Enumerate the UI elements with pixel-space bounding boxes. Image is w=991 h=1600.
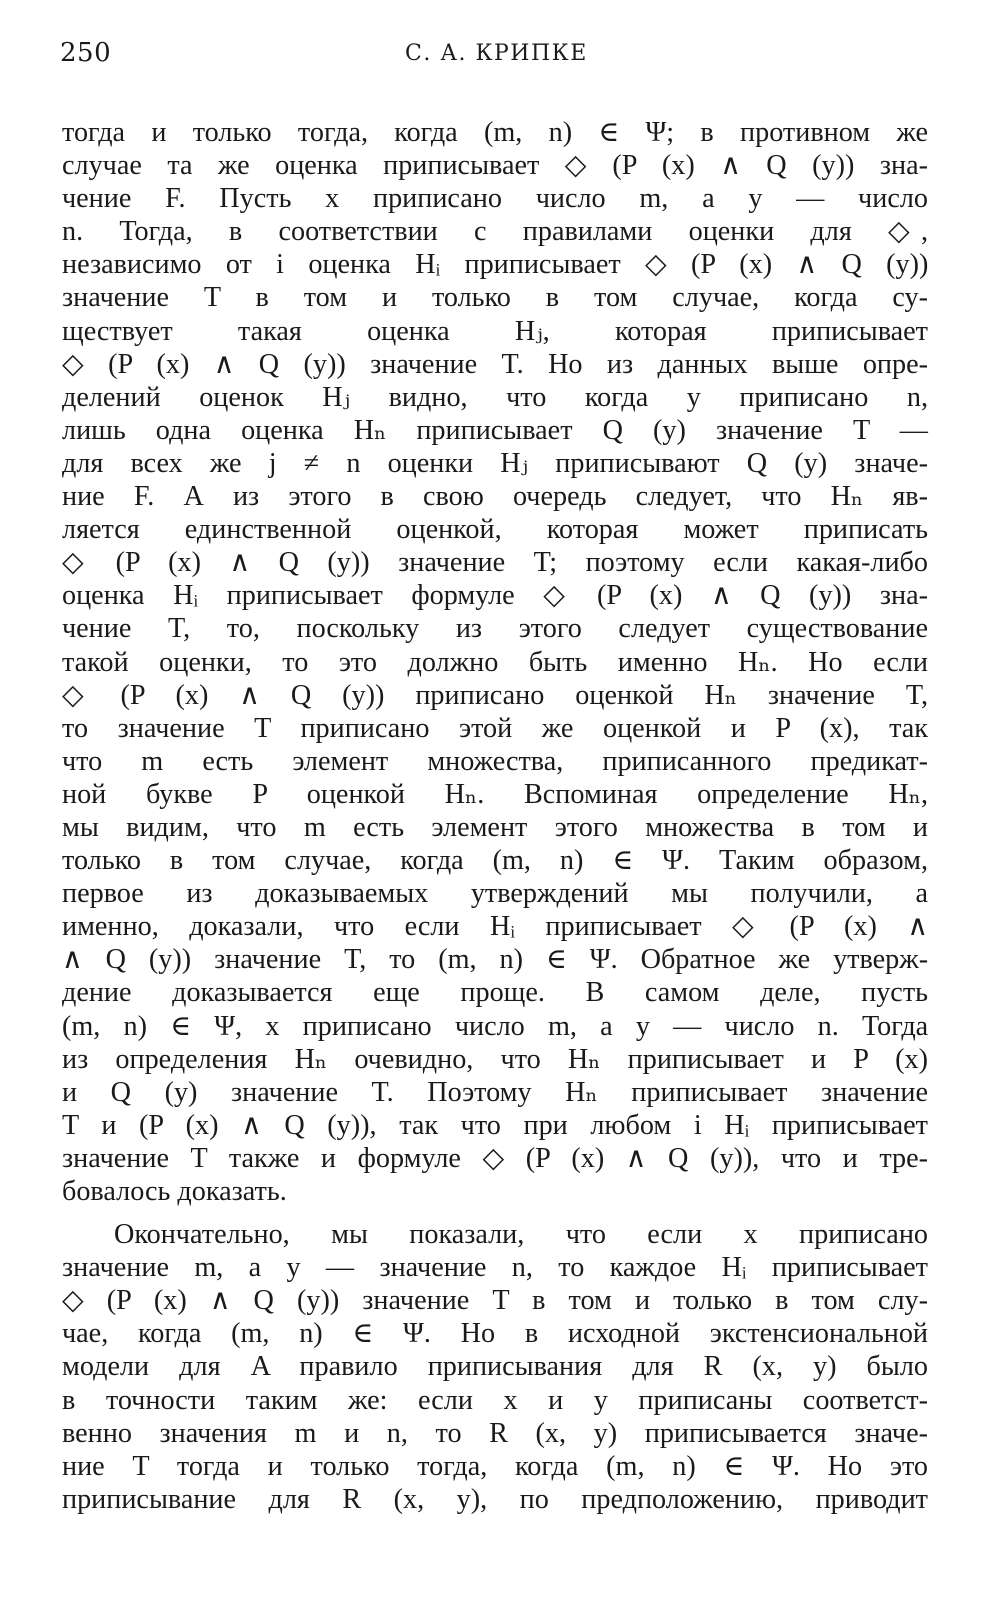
text-line: ◇ (P (x) ∧ Q (y)) приписано оценкой Hₙ значение T,: [62, 679, 928, 711]
text-line: ◇ (P (x) ∧ Q (y)) значение T; поэтому если какая-либо: [62, 547, 928, 579]
text-line: именно, доказали, что если Hᵢ приписывает ◇ (P (x) ∧: [62, 911, 928, 943]
text-line: ние F. А из этого в свою очередь следует, что Hₙ яв-: [62, 481, 928, 513]
text-line: для всех же j ≠ n оценки Hⱼ приписывают Q (y) значе-: [62, 447, 928, 479]
text-line: лишь одна оценка Hₙ приписывает Q (y) значение T —: [62, 414, 928, 446]
text-line: случае та же оценка приписывает ◇ (P (x) ∧ Q (y)) зна-: [62, 150, 928, 182]
page-number: 250: [60, 38, 112, 68]
text-line: приписывание для R (x, y), по предположению, приводит: [62, 1483, 928, 1515]
text-line: ляется единственной оценкой, которая может приписать: [62, 514, 928, 546]
text-line: Окончательно, мы показали, что если x приписано: [114, 1219, 928, 1251]
text-line: тогда и только тогда, когда (m, n) ∈ Ψ; в противном же: [62, 117, 928, 148]
text-line: только в том случае, когда (m, n) ∈ Ψ. Таким образом,: [62, 845, 928, 877]
body-text: [62, 116, 928, 1516]
text-line: ществует такая оценка Hⱼ, которая приписывает: [62, 315, 928, 347]
text-line: дение доказывается еще проще. В самом деле, пусть: [62, 977, 928, 1009]
running-title: С. А. КРИПКЕ: [405, 41, 588, 66]
text-line: из определения Hₙ очевидно, что Hₙ приписывает и P (x): [62, 1043, 928, 1075]
text-line: делений оценок Hⱼ видно, что когда y приписано n,: [62, 381, 928, 413]
text-line: в точности таким же: если x и y приписаны соответст-: [62, 1384, 928, 1416]
text-line: значение m, а y — значение n, то каждое Hᵢ приписывает: [62, 1252, 928, 1284]
text-line: мы видим, что m есть элемент этого множества в том и: [62, 811, 928, 843]
paragraph: [62, 116, 928, 1208]
text-line: (m, n) ∈ Ψ, x приписано число m, а y — число n. Тогда: [62, 1010, 929, 1042]
text-line: независимо от i оценка Hᵢ приписывает ◇ (P (x) ∧ Q (y)): [62, 249, 929, 281]
text-line: бовалось доказать.: [62, 1176, 287, 1207]
text-line: значение T в том и только в том случае, когда су-: [62, 282, 928, 314]
page-header: [60, 38, 940, 72]
text-line: ние T тогда и только тогда, когда (m, n) ∈ Ψ. Но это: [62, 1450, 928, 1482]
text-line: чение T, то, поскольку из этого следует существование: [62, 613, 928, 645]
text-line: модели для A правило приписывания для R (x, y) было: [62, 1351, 928, 1383]
text-line: такой оценки, то это должно быть именно Hₙ. Но если: [62, 646, 928, 678]
paragraph: [62, 1218, 928, 1516]
text-line: значение T также и формуле ◇ (P (x) ∧ Q (y)), что и тре-: [62, 1142, 928, 1174]
text-line: оценка Hᵢ приписывает формуле ◇ (P (x) ∧ Q (y)) зна-: [62, 580, 928, 612]
text-line: ◇ (P (x) ∧ Q (y)) значение T в том и только в том слу-: [62, 1285, 928, 1317]
text-line: первое из доказываемых утверждений мы получили, а: [62, 878, 928, 910]
text-line: что m есть элемент множества, приписанного предикат-: [62, 745, 928, 777]
text-line: то значение T приписано этой же оценкой и P (x), так: [62, 712, 928, 744]
text-line: и Q (y) значение T. Поэтому Hₙ приписывает значение: [62, 1076, 928, 1108]
text-line: ной букве P оценкой Hₙ. Вспоминая определение Hₙ,: [62, 778, 928, 810]
text-line: ∧ Q (y)) значение T, то (m, n) ∈ Ψ. Обратное же утверж-: [62, 944, 929, 976]
text-line: n. Тогда, в соответствии с правилами оценки для ◇,: [62, 216, 928, 248]
text-line: T и (P (x) ∧ Q (y)), так что при любом i Hᵢ приписывает: [62, 1109, 928, 1141]
text-line: ◇ (P (x) ∧ Q (y)) значение T. Но из данных выше опре-: [62, 348, 928, 380]
text-line: чение F. Пусть x приписано число m, а y — число: [62, 183, 928, 215]
text-line: чае, когда (m, n) ∈ Ψ. Но в исходной экстенсиональной: [62, 1318, 928, 1350]
text-line: венно значения m и n, то R (x, y) приписывается значе-: [62, 1417, 928, 1449]
